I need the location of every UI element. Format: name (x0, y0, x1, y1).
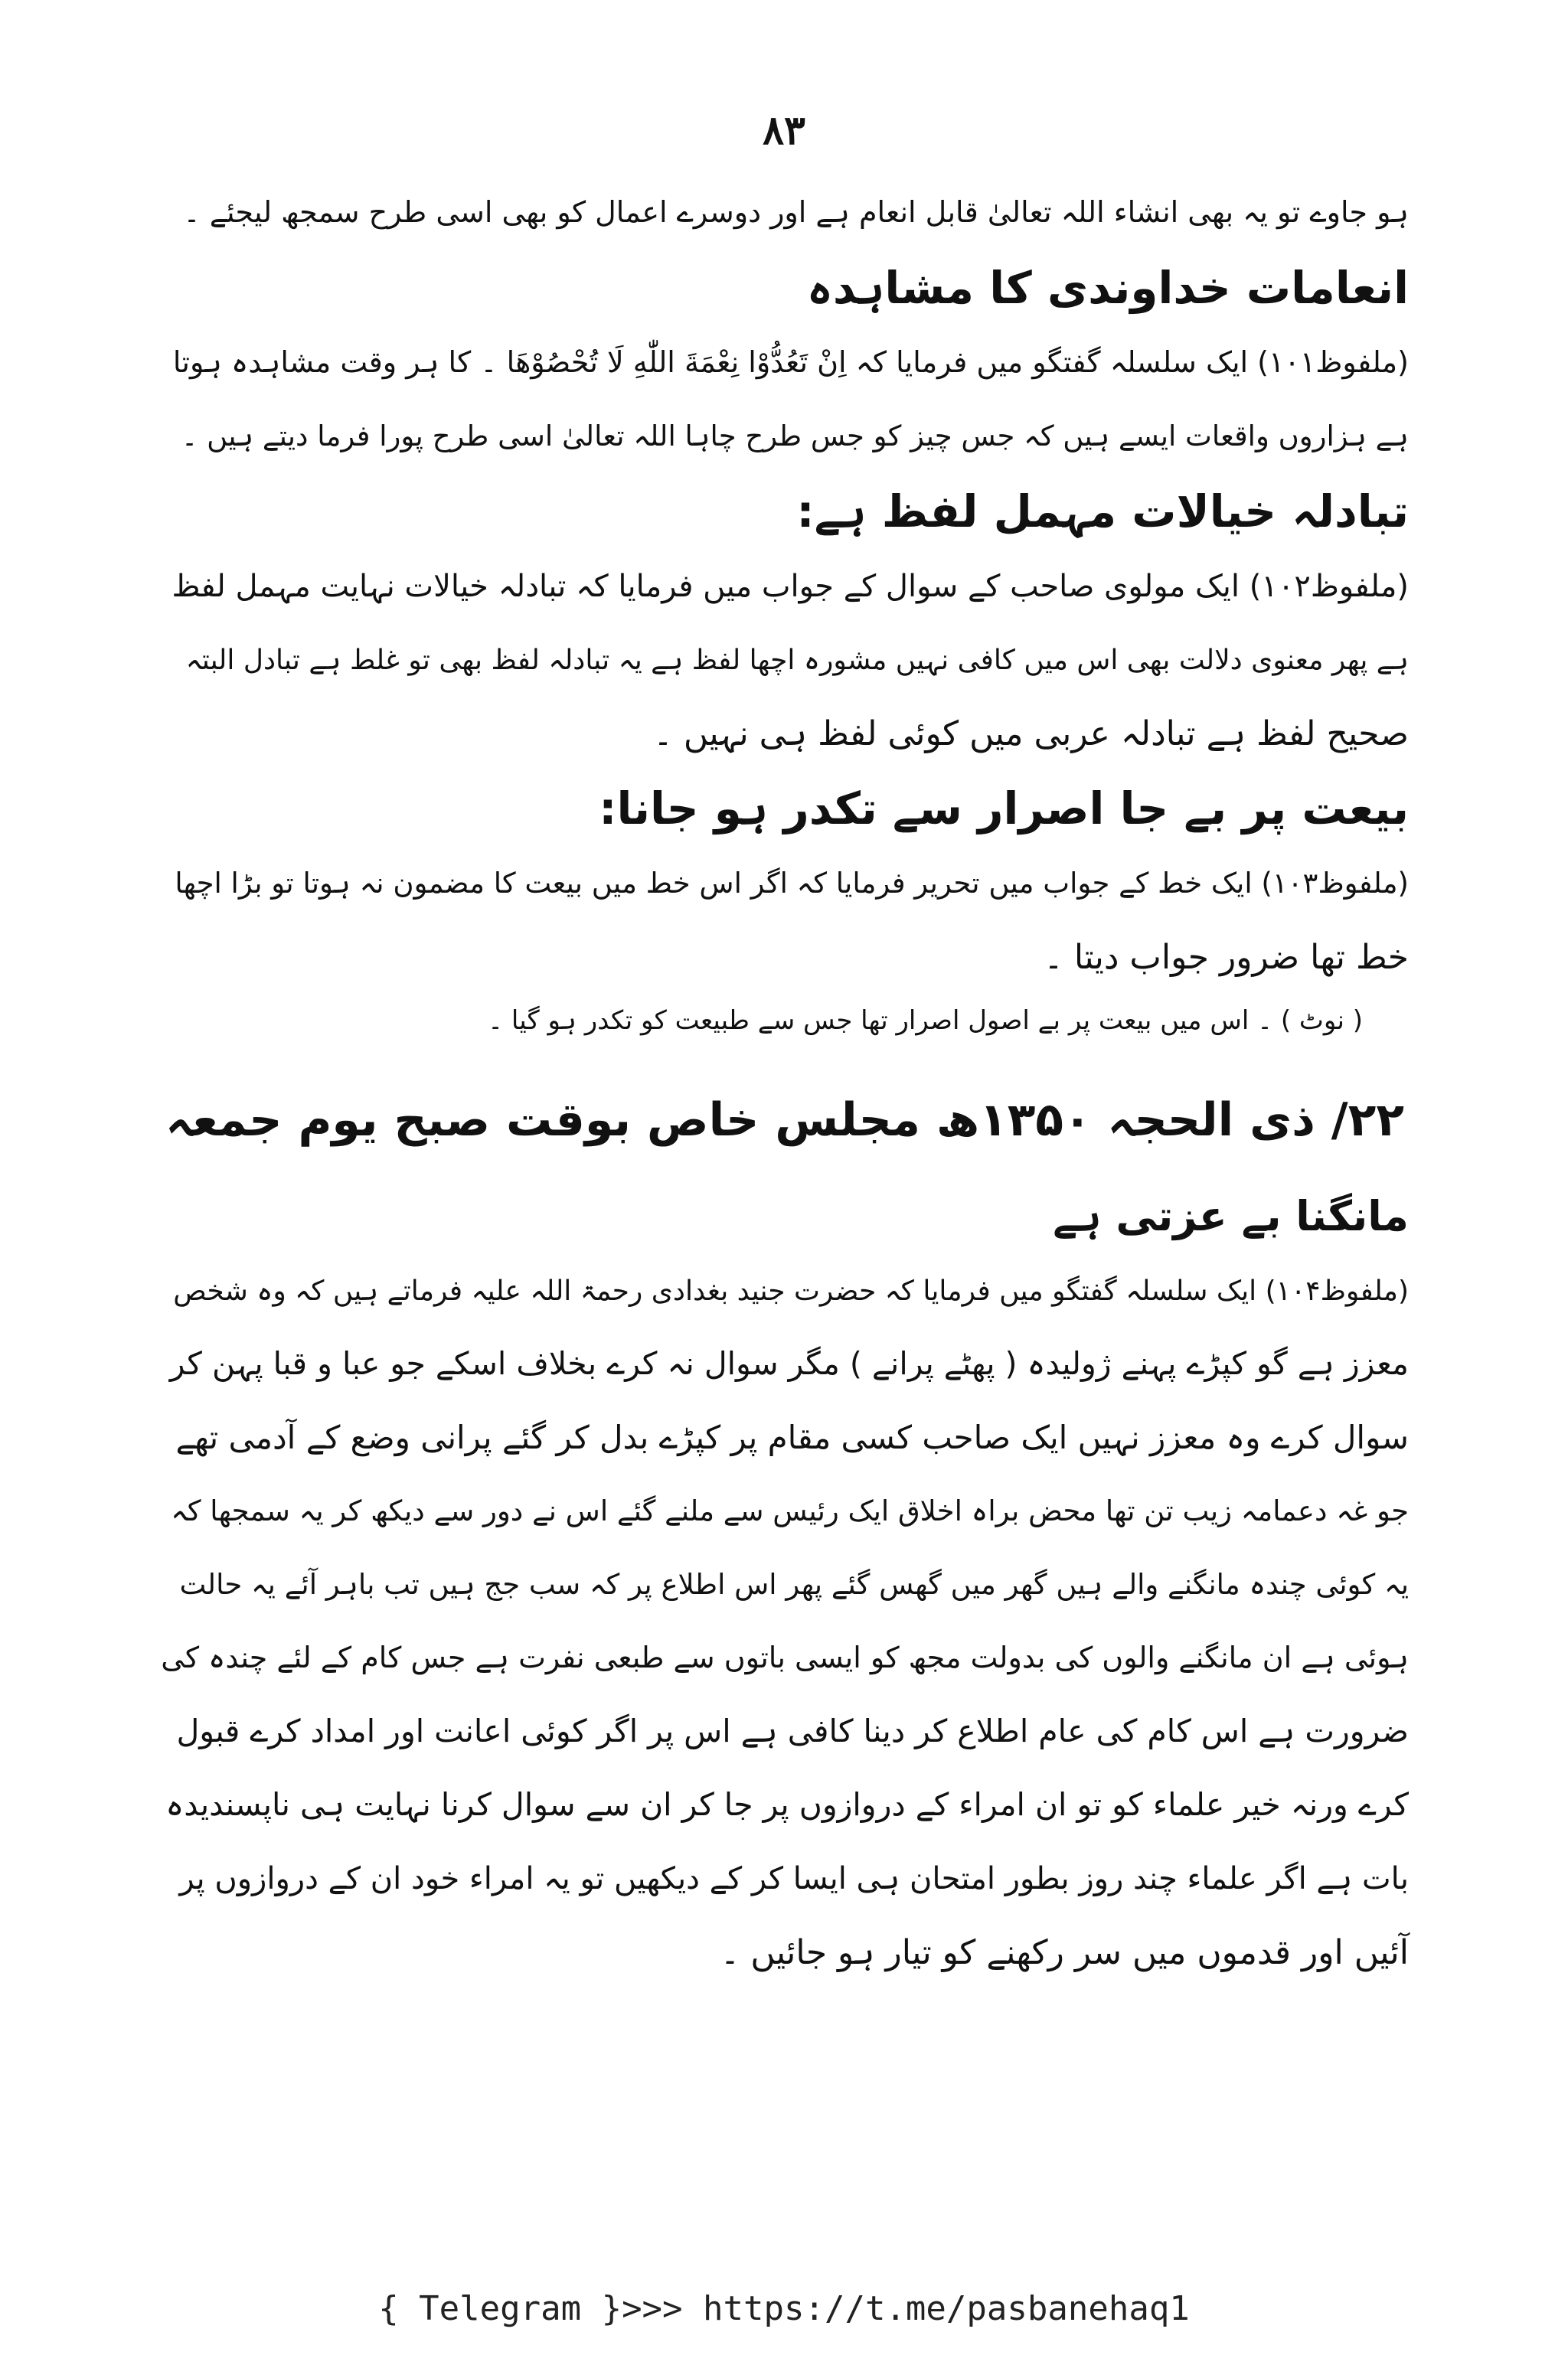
text-line: کرے ورنہ خیر علماء کو تو ان امراء کے دروازوں پر جا کر ان سے سوال کرنا نہایت ہی ناپسندیدہ (165, 1786, 1409, 1824)
telegram-footer: { Telegram }>>> https://t.me/pasbanehaq1 (378, 2289, 1190, 2328)
text-line: ہو جاوے تو یہ بھی انشاء اللہ تعالیٰ قابل انعام ہے اور دوسرے اعمال کو بھی اسی طرح سمجھ لیجئے ۔ (183, 195, 1409, 230)
section-heading-inamat: انعامات خداوندی کا مشاہدہ (806, 262, 1409, 314)
text-line: ہے پھر معنوی دلالت بھی اس میں کافی نہیں مشورہ اچھا لفظ ہے یہ تبادلہ لفظ بھی تو غلط ہے تبادل البتہ (185, 644, 1409, 676)
text-line: (ملفوظ۱۰۳) ایک خط کے جواب میں تحریر فرمایا کہ اگر اس خط میں بیعت کا مضمون نہ ہوتا تو بڑا اچھا (175, 866, 1409, 900)
text-line: سوال کرے وہ معزز نہیں ایک صاحب کسی مقام پر کپڑے بدل کر گئے پرانی وضع کے آدمی تھے (175, 1418, 1409, 1456)
text-line: یہ کوئی چندہ مانگنے والے ہیں گھر میں گھس گئے پھر اس اطلاع پر کہ سب جج ہیں تب باہر آئے یہ حالت (179, 1567, 1409, 1601)
text-line: (ملفوظ۱۰۴) ایک سلسلہ گفتگو میں فرمایا کہ حضرت جنید بغدادی رحمۃ اللہ علیہ فرماتے ہیں کہ وہ شخص (173, 1275, 1409, 1307)
text-line: آئیں اور قدموں میں سر رکھنے کو تیار ہو جائیں ۔ (720, 1932, 1409, 1972)
text-line: معزز ہے گو کپڑے پہنے ژولیدہ ( پھٹے پرانے ) مگر سوال نہ کرے بخلاف اسکے جو عبا و قبا پہن کر (169, 1345, 1409, 1383)
text-line: (ملفوظ۱۰۲) ایک مولوی صاحب کے سوال کے جواب میں فرمایا کہ تبادلہ خیالات نہایت مہمل لفظ (172, 569, 1409, 604)
text-line: ہے ہزاروں واقعات ایسے ہیں کہ جس چیز کو جس طرح چاہا اللہ تعالیٰ اسی طرح پورا فرما دیتے ہیں ۔ (181, 419, 1409, 452)
text-line: جو غہ دعمامہ زیب تن تھا محض براہ اخلاق ایک رئیس سے ملنے گئے اس نے دور سے دیکھ کر یہ سمجھا کہ (171, 1494, 1409, 1527)
note-line: ( نوٹ ) ۔ اس میں بیعت پر بے اصول اصرار تھا جس سے طبیعت کو تکدر ہو گیا ۔ (488, 1004, 1363, 1036)
section-heading-mangna: مانگنا بے عزتی ہے (1053, 1191, 1409, 1240)
text-line: صحیح لفظ ہے تبادلہ عربی میں کوئی لفظ ہی نہیں ۔ (653, 714, 1409, 753)
page-number: ۸۳ (763, 107, 805, 154)
text-line: ضرورت ہے اس کام کی عام اطلاع کر دینا کافی ہے اس پر اگر کوئی اعانت اور امداد کرے قبول (176, 1713, 1409, 1750)
text-line: (ملفوظ۱۰۱) ایک سلسلہ گفتگو میں فرمایا کہ اِنْ تَعُدُّوْا نِعْمَةَ اللّٰهِ لَا تُحْصُوْهَا ۔ کا ہر وقت مشاہدہ ہوتا (172, 345, 1409, 380)
text-line: بات ہے اگر علماء چند روز بطور امتحان ہی ایسا کر کے دیکھیں تو یہ امراء خود ان کے دروازوں پر (179, 1861, 1409, 1896)
majlis-heading: ۲۲/ ذی الحجہ ۱۳۵۰ھ مجلس خاص بوقت صبح یوم جمعہ (165, 1093, 1404, 1147)
text-line: ہوئی ہے ان مانگنے والوں کی بدولت مجھ کو ایسی باتوں سے طبعی نفرت ہے جس کام کے لئے چندہ کی (161, 1641, 1409, 1675)
page-body (161, 176, 1409, 1989)
section-heading-tabadla: تبادلہ خیالات مہمل لفظ ہے: (796, 485, 1409, 537)
section-heading-bait: بیعت پر بے جا اصرار سے تکدر ہو جانا: (599, 782, 1409, 835)
text-line: خط تھا ضرور جواب دیتا ۔ (1044, 937, 1409, 977)
